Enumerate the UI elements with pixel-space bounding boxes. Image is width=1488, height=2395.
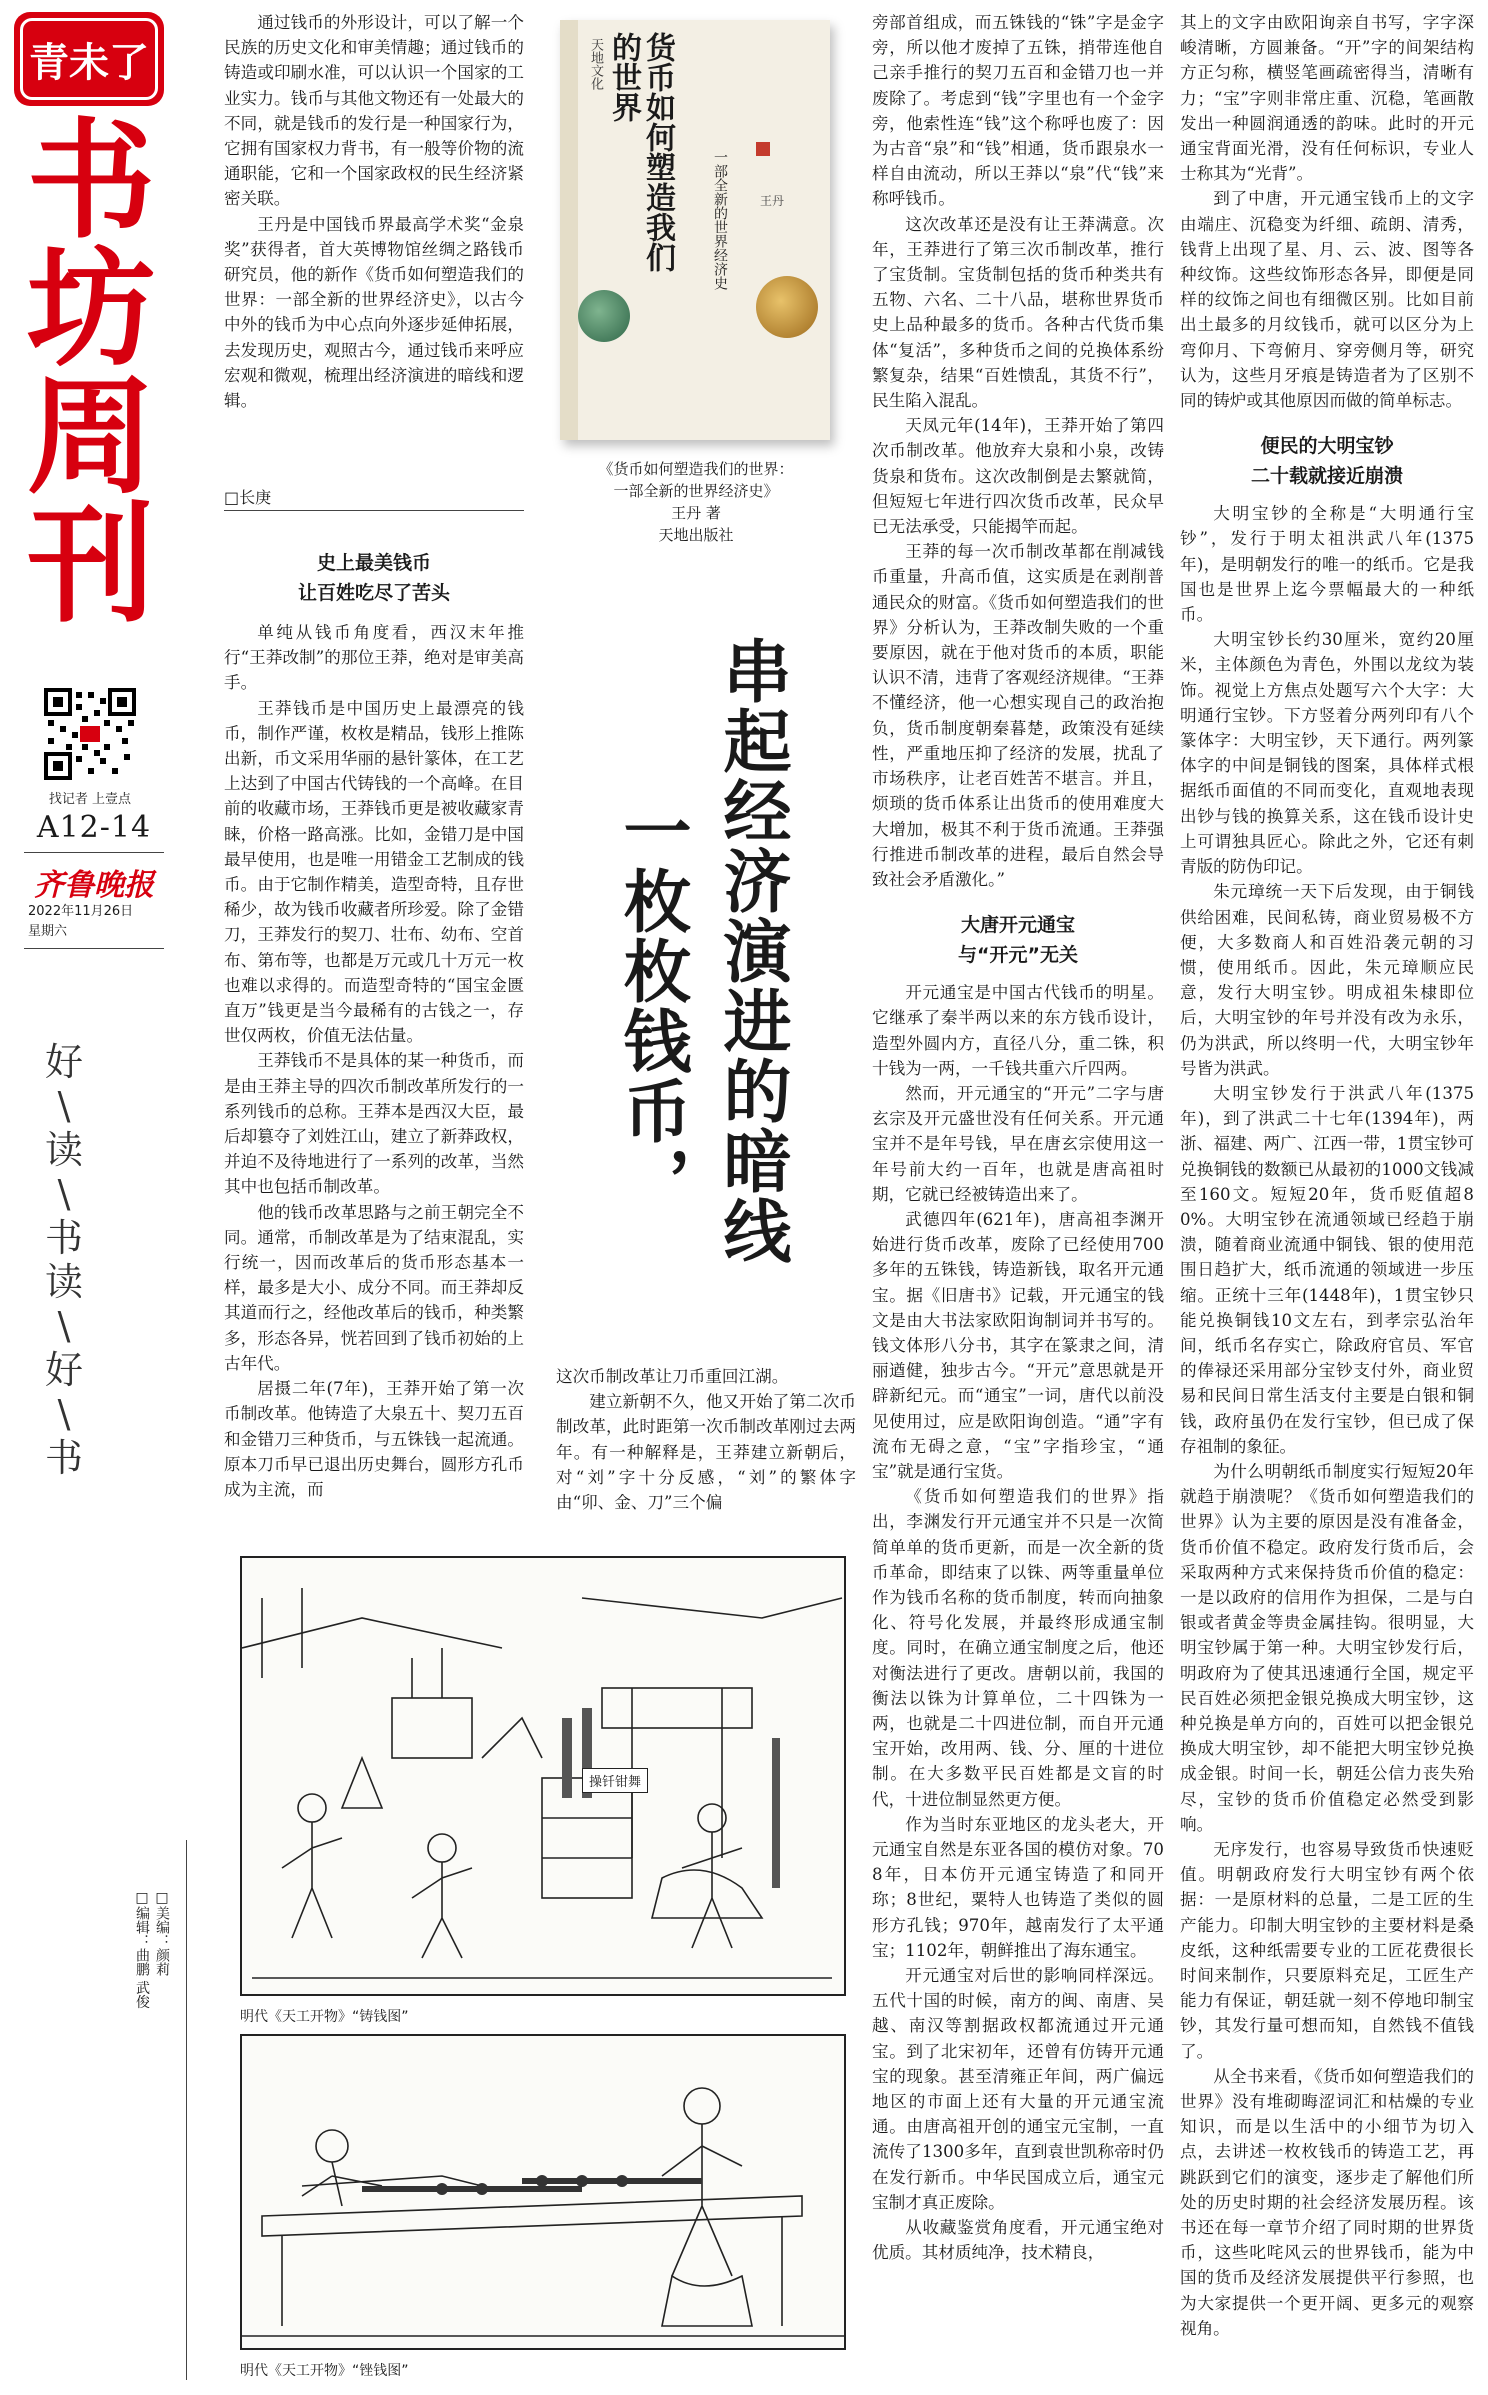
book-author: 王丹 xyxy=(760,194,785,208)
figure-sign: 操钎钳舞 xyxy=(582,1768,648,1793)
page-range: A12-14 xyxy=(36,810,152,845)
column-divider xyxy=(224,510,524,511)
paragraph: 大明宝钞的全称是“大明通行宝钞”，发行于明太祖洪武八年(1375年)，是明朝发行的唯一的纸币。它是我国也是世界上迄今票幅最大的一种纸币。 xyxy=(1180,504,1474,625)
slogan-char: \ xyxy=(57,1304,71,1348)
column-2-body xyxy=(556,1364,856,1515)
section-title xyxy=(16,107,166,640)
headline-line1: 串起经济演进的暗线 xyxy=(712,636,792,1266)
slogan-char: 好 xyxy=(44,1040,83,1084)
slogan-char: \ xyxy=(57,1392,71,1436)
slogan-char: 书 xyxy=(44,1216,83,1260)
book-caption-line: 一部全新的世界经济史》 xyxy=(613,482,779,500)
slogan-char: \ xyxy=(57,1084,71,1128)
byline: □长庚 xyxy=(224,488,272,507)
slogan xyxy=(44,1040,84,1480)
book-subtitle: 一部全新的世界经济史 xyxy=(712,150,728,290)
masthead-divider xyxy=(24,852,164,853)
book-spine xyxy=(560,20,578,440)
book-red-mark xyxy=(756,142,770,156)
paragraph: 大明宝钞发行于洪武八年(1375年)，到了洪武二十七年(1394年)，两浙、福建、两广、江西一带，1贯宝钞可兑换铜钱的数额已从最初的1000文钱减至160文。短短20年，货币贬值超80%。大明宝钞在流通领域已经趋于崩溃，随着商业流通中铜钱、银的使用范围日趋扩大，纸币流通的领域进一步压缩。正统十三年(1448年)，1贯宝钞只能兑换铜钱10文左右，到孝宗弘治年间，纸币名存实亡，除政府官员、军官的俸禄还采用部分宝钞支付外，商业贸易和民间日常生活支付主要是白银和铜钱，政府虽仍在发行宝钞，但已成了保存祖制的象征。 xyxy=(1180,1083,1474,1456)
book-coin-image xyxy=(756,276,818,338)
subheading: 大唐开元通宝 与“开元”无关 xyxy=(958,914,1078,967)
paragraph: 为什么明朝纸币制度实行短短20年就趋于崩溃呢？《货币如何塑造我们的世界》认为主要的原因是没有准备金，货币价值不稳定。政府发行货币后，会采取两种方式来保持货币价值的稳定：一是以政府的信用作为担保，二是与白银或者黄金等贵金属挂钩。很明显，大明宝钞属于第一种。大明宝钞发行后，明政府为了使其迅速通行全国，规定平民百姓必须把金银兑换成大明宝钞，这种兑换是单方向的，百姓可以把金银兑换成大明宝钞，却不能把大明宝钞兑换成金银。时间一长，朝廷公信力丧失殆尽，宝钞的货币价值稳定必然受到影响。 xyxy=(1180,1461,1474,1834)
paragraph: 从收藏鉴赏角度看，开元通宝绝对优质。其材质纯净，技术精良， xyxy=(872,2218,1164,2263)
slogan-char: 书 xyxy=(44,1436,83,1480)
section-title-char: 刊 xyxy=(26,491,155,640)
logo-box xyxy=(14,12,164,106)
masthead-divider xyxy=(24,948,164,949)
logo-text: 青未了 xyxy=(29,39,149,86)
paragraph: 这次币制改革让刀币重回江湖。 xyxy=(556,1367,789,1386)
book-title: 货币如何塑造我们的世界 xyxy=(606,32,675,272)
issue-weekday: 星期六 xyxy=(28,924,68,939)
paragraph: 开元通宝是中国古代钱币的明星。它继承了秦半两以来的东方钱币设计，造型外圆内方，直径八分，重二铢，积十钱为一两，一千钱共重六斤四两。 xyxy=(872,983,1164,1078)
paragraph: 其上的文字由欧阳询亲自书写，字字深峻清晰，方圆兼备。“开”字的间架结构方正匀称，横竖笔画疏密得当，清晰有力；“宝”字则非常庄重、沉稳，笔画散发出一种圆润通透的韵味。此时的开元通宝背面光滑，没有任何标识，专业人士称其为“光背”。 xyxy=(1180,13,1474,184)
book-caption-line: 天地出版社 xyxy=(658,526,734,544)
book-series: 天地文化 xyxy=(588,38,603,90)
column-1-body xyxy=(224,620,524,1502)
paragraph: 居摄二年(7年)，王莽开始了第一次币制改革。他铸造了大泉五十、契刀五百和金错刀三种货币，与五铢钱一起流通。原本刀币早已退出历史舞台，圆形方孔币成为主流，而 xyxy=(224,1379,524,1499)
figure-casting-caption: 明代《天工开物》“铸钱图” xyxy=(240,2009,409,2025)
paragraph: 他的钱币改革思路与之前王朝完全不同。通常，币制改革是为了结束混乱，实行统一，因而改革后的货币形态基本一样，最多是大小、成分不同。而王莽却反其道而行之，经他改革后的钱币，种类繁多，形态各异，恍若回到了钱币初始的上古年代。 xyxy=(224,1202,524,1373)
paragraph: 王莽钱币不是具体的某一种货币，而是由王莽主导的四次币制改革所发行的一系列钱币的总称。王莽本是西汉大臣，最后却篡夺了刘姓江山，建立了新莽政权，并迫不及待地进行了一系列的改革，当然其中也包括币制改革。 xyxy=(224,1051,524,1197)
casting-illustration xyxy=(242,1558,844,1994)
masthead-vertical-rule xyxy=(186,1840,187,2380)
book-caption-line: 《货币如何塑造我们的世界： xyxy=(598,460,794,478)
paragraph: 朱元璋统一天下后发现，由于铜钱供给困难，民间私铸，商业贸易极不方便，大多数商人和百姓沿袭元朝的习惯，使用纸币。因此，朱元璋顺应民意，发行大明宝钞。明成祖朱棣即位后，大明宝钞的年号并没有改为永乐，仍为洪武，所以终明一代，大明宝钞年号皆为洪武。 xyxy=(1180,882,1474,1078)
paragraph: 开元通宝对后世的影响同样深远。五代十国的时候，南方的闽、南唐、吴越、南汉等割据政权都流通过开元通宝。到了北宋初年，还曾有仿铸开元通宝的现象。甚至清雍正年间，两广偏远地区的市面上还有大量的开元通宝流通。由唐高祖开创的通宝元宝制，一直流传了1300多年，直到袁世凯称帝时仍在发行新币。中华民国成立后，通宝元宝制才真正废除。 xyxy=(872,1966,1164,2212)
figure-filing xyxy=(240,2034,846,2350)
paragraph: 建立新朝不久，他又开始了第二次币制改革，此时距第一次币制改革刚过去两年。有一种解释是，王莽建立新朝后，对“刘”字十分反感，“刘”的繁体字由“卯、金、刀”三个偏 xyxy=(556,1392,856,1513)
paragraph: 王丹是中国钱币界最高学术奖“金泉奖”获得者，首大英博物馆丝绸之路钱币研究员，他的新作《货币如何塑造我们的世界：一部全新的世界经济史》，以古今中外的钱币为中心点向外逐步延伸拓展，去发现历史，观照古今，通过钱币来呼应宏观和微观，梳理出经济演进的暗线和逻辑。 xyxy=(224,214,524,411)
paragraph: 从全书来看，《货币如何塑造我们的世界》没有堆砌晦涩词汇和枯燥的专业知识，而是以生活中的小细节为切入点，去讲述一枚枚钱币的铸造工艺，再跳跃到它们的演变，逐步走了解他们所处的历史时期的社会经济发展历程。该书还在每一章节介绍了同时期的世界货币，这些叱咤风云的世界钱币，能为中国的货币及经济发展提供平行参照，也为大家提供一个更开阔、更多元的观察视角。 xyxy=(1180,2066,1474,2338)
paragraph: 天凤元年(14年)，王莽开始了第四次币制改革。他放弃大泉和小泉，改铸货泉和货布。这次改制倒是去繁就简，但短短七年进行四次货币改革，民众早已无法承受，只能揭竿而起。 xyxy=(872,416,1164,537)
paragraph: 无序发行，也容易导致货币快速贬值。明朝政府发行大明宝钞有两个依据：一是原材料的总量，二是工匠的生产能力。印制大明宝钞的主要材料是桑皮纸，这种纸需要专业的工匠花费很长时间来制作，只要原料充足，工匠生产能力有保证，朝廷就一刻不停地印制宝钞，其发行量可想而知，自然钱不值钱了。 xyxy=(1180,1840,1474,2061)
intro-text xyxy=(224,10,524,413)
paragraph: 然而，开元通宝的“开元”二字与唐玄宗及开元盛世没有任何关系。开元通宝并不是年号钱，早在唐玄宗使用这一年号前大约一百年，也就是唐高祖时期，它就已经被铸造出来了。 xyxy=(872,1083,1164,1204)
paragraph: 大明宝钞长约30厘米，宽约20厘米，主体颜色为青色，外围以龙纹为装饰。视觉上方焦点处题写六个大字：大明通行宝钞。下方竖着分两列印有八个篆体字：大明宝钞，天下通行。两列篆体字的中间是铜钱的图案，具体样式根据纸币面值的不同而变化，直观地表现出钞与钱的换算关系，这在钱币设计史上可谓独具匠心。除此之外，它还有刺青版的防伪印记。 xyxy=(1180,630,1474,877)
paragraph: 旁部首组成，而五铢钱的“铢”字是金字旁，所以他才废掉了五铢，捎带连他自己亲手推行的契刀五百和金错刀也一并废除了。考虑到“钱”字里也有一个金字旁，他索性连“钱”这个称呼也废了：因为古音“泉”和“钱”相通，货币跟泉水一样自由流动，所以王莽以“泉”代“钱”来称呼钱币。 xyxy=(872,13,1164,209)
slogan-char: 读 xyxy=(44,1260,83,1304)
figure-filing-caption: 明代《天工开物》“锉钱图” xyxy=(240,2363,409,2379)
section-title-char: 坊 xyxy=(26,235,155,384)
section-title-char: 书 xyxy=(26,107,155,256)
column-3-body xyxy=(872,10,1164,2265)
subheading: 便民的大明宝钞 二十载就接近崩溃 xyxy=(1250,435,1403,488)
paragraph: 到了中唐，开元通宝钱币上的文字由端庄、沉稳变为纤细、疏朗、清秀，钱背上出现了星、月、云、波、图等各种纹饰。这些纹饰形态各异，即便是同样的纹饰之间也有细微区别。比如目前出土最多的月纹钱币，就可以区分为上弯仰月、下弯俯月、穿旁侧月等，研究认为，这些月牙痕是铸造者为了区别不同的铸炉或其他原因而做的简单标志。 xyxy=(1180,189,1474,411)
book-coin-image xyxy=(578,290,630,342)
book-cover xyxy=(560,20,830,440)
qr-code[interactable] xyxy=(44,688,136,780)
slogan-char: 读 xyxy=(44,1128,83,1172)
paragraph: 通过钱币的外形设计，可以了解一个民族的历史文化和审美情趣；通过钱币的铸造或印刷水准，可以认识一个国家的工业实力。钱币与其他文物还有一处最大的不同，就是钱币的发行是一种国家行为，它拥有国家权力背书，有一般等价物的流通职能，它和一个国家政权的民生经济紧密关联。 xyxy=(224,13,524,209)
filing-illustration xyxy=(242,2036,844,2348)
slogan-char: \ xyxy=(57,1172,71,1216)
section-title-char: 周 xyxy=(26,363,155,512)
paragraph: 这次改革还是没有让王莽满意。次年，王莽进行了第三次币制改革，推行了宝货制。宝货制包括的货币种类共有五物、六名、二十八品，堪称世界货币史上品种最多的货币。各种古代货币集体“复活”，多种货币之间的兑换体系纷繁复杂，结果“百姓愦乱，其货不行”，民生陷入混乱。 xyxy=(872,214,1164,411)
contact-label: 找记者 上壹点 xyxy=(48,792,132,807)
paragraph: 武德四年(621年)，唐高祖李渊开始进行货币改革，废除了已经使用700多年的五铢钱，铸造新钱，取名开元通宝。据《旧唐书》记载，开元通宝的钱文是由大书法家欧阳询制词并书写的。钱文体形八分书，其字在篆隶之间，清丽遒健，独步古今。“开元”意思就是开辟新纪元。而“通宝”一词，唐代以前没见使用过，应是欧阳询创造。“通”字有流布无碍之意，“宝”字指珍宝，“通宝”就是通行宝货。 xyxy=(872,1209,1164,1481)
paragraph: 王莽钱币是中国历史上最漂亮的钱币，制作严谨，枚枚是精品，钱形上推陈出新，币文采用华丽的悬针篆体，在工艺上达到了中国古代铸钱的一个高峰。在目前的收藏市场，王莽钱币更是被收藏家青睐，价格一路高涨。比如，金错刀是中国最早使用，也是唯一用错金工艺制成的钱币。由于它制作精美，造型奇特，且存世稀少，故为钱币收藏者所珍爱。除了金错刀，王莽发行的契刀、壮布、幼布、空首布、第布等，也都是万元或几十万元一枚也难以求得的。而造型奇特的“国宝金匮直万”钱更是当今最稀有的古钱之一，存世仅两枚，价值无法估量。 xyxy=(224,698,524,1046)
issue-date: 2022年11月26日 xyxy=(28,904,134,919)
editor-credit: □美编：颜莉 xyxy=(154,1890,170,1976)
paragraph: 王莽的每一次币制改革都在削减钱币重量，升高币值，这实质是在剥削普通民众的财富。《货币如何塑造我们的世界》分析认为，王莽改制失败的一个重要原因，就在于他对货币的本质，职能认识不清，违背了客观经济规律。“王莽不懂经济，他一心想实现自己的政治抱负，货币制度朝秦暮楚，政策没有延续性，严重地压抑了经济的发展，扰乱了市场秩序，让老百姓苦不堪言。并且，烦琐的货币体系让出货币的使用难度大大增加，极其不利于货币流通。王莽强行推进币制改革的进程，最后自然会导致社会矛盾激化。” xyxy=(872,542,1164,889)
headline-line2: 一枚枚钱币， xyxy=(612,796,692,1216)
editor-credit: □编辑：曲鹏 武俊 xyxy=(134,1890,150,2009)
paragraph: 作为当时东亚地区的龙头老大，开元通宝自然是东亚各国的模仿对象。708年，日本仿开元通宝铸造了和同开珎；8世纪，粟特人也铸造了类似的圆形方孔钱；970年，越南发行了太平通宝；1102年，朝鲜推出了海东通宝。 xyxy=(872,1814,1164,1960)
book-caption-line: 王丹 著 xyxy=(671,504,721,522)
paragraph: 单纯从钱币角度看，西汉末年推行“王莽改制”的那位王莽，绝对是审美高手。 xyxy=(224,623,524,693)
figure-casting xyxy=(240,1556,846,1996)
paragraph: 《货币如何塑造我们的世界》指出，李渊发行开元通宝并不只是一次简简单单的货币更新，而是一次全新的货币革命，即结束了以铢、两等重量单位作为钱币名称的货币制度，转而向抽象化、符号化发展，并最终形成通宝制度。同时，在确立通宝制度之后，他还对衡法进行了更改。唐朝以前，我国的衡法以铢为计算单位，二十四铢为一两，也就是二十四进位制，而自开元通宝开始，改用两、钱、分、厘的十进位制。在大多数平民百姓都是文盲的时代，十进位制显然更方便。 xyxy=(872,1487,1164,1809)
column-4-body xyxy=(1180,10,1474,2341)
paper-name: 齐鲁晚报 xyxy=(34,868,154,903)
slogan-char: 好 xyxy=(44,1348,83,1392)
subheading: 史上最美钱币 让百姓吃尽了苦头 xyxy=(297,552,450,604)
book-caption xyxy=(536,458,856,546)
